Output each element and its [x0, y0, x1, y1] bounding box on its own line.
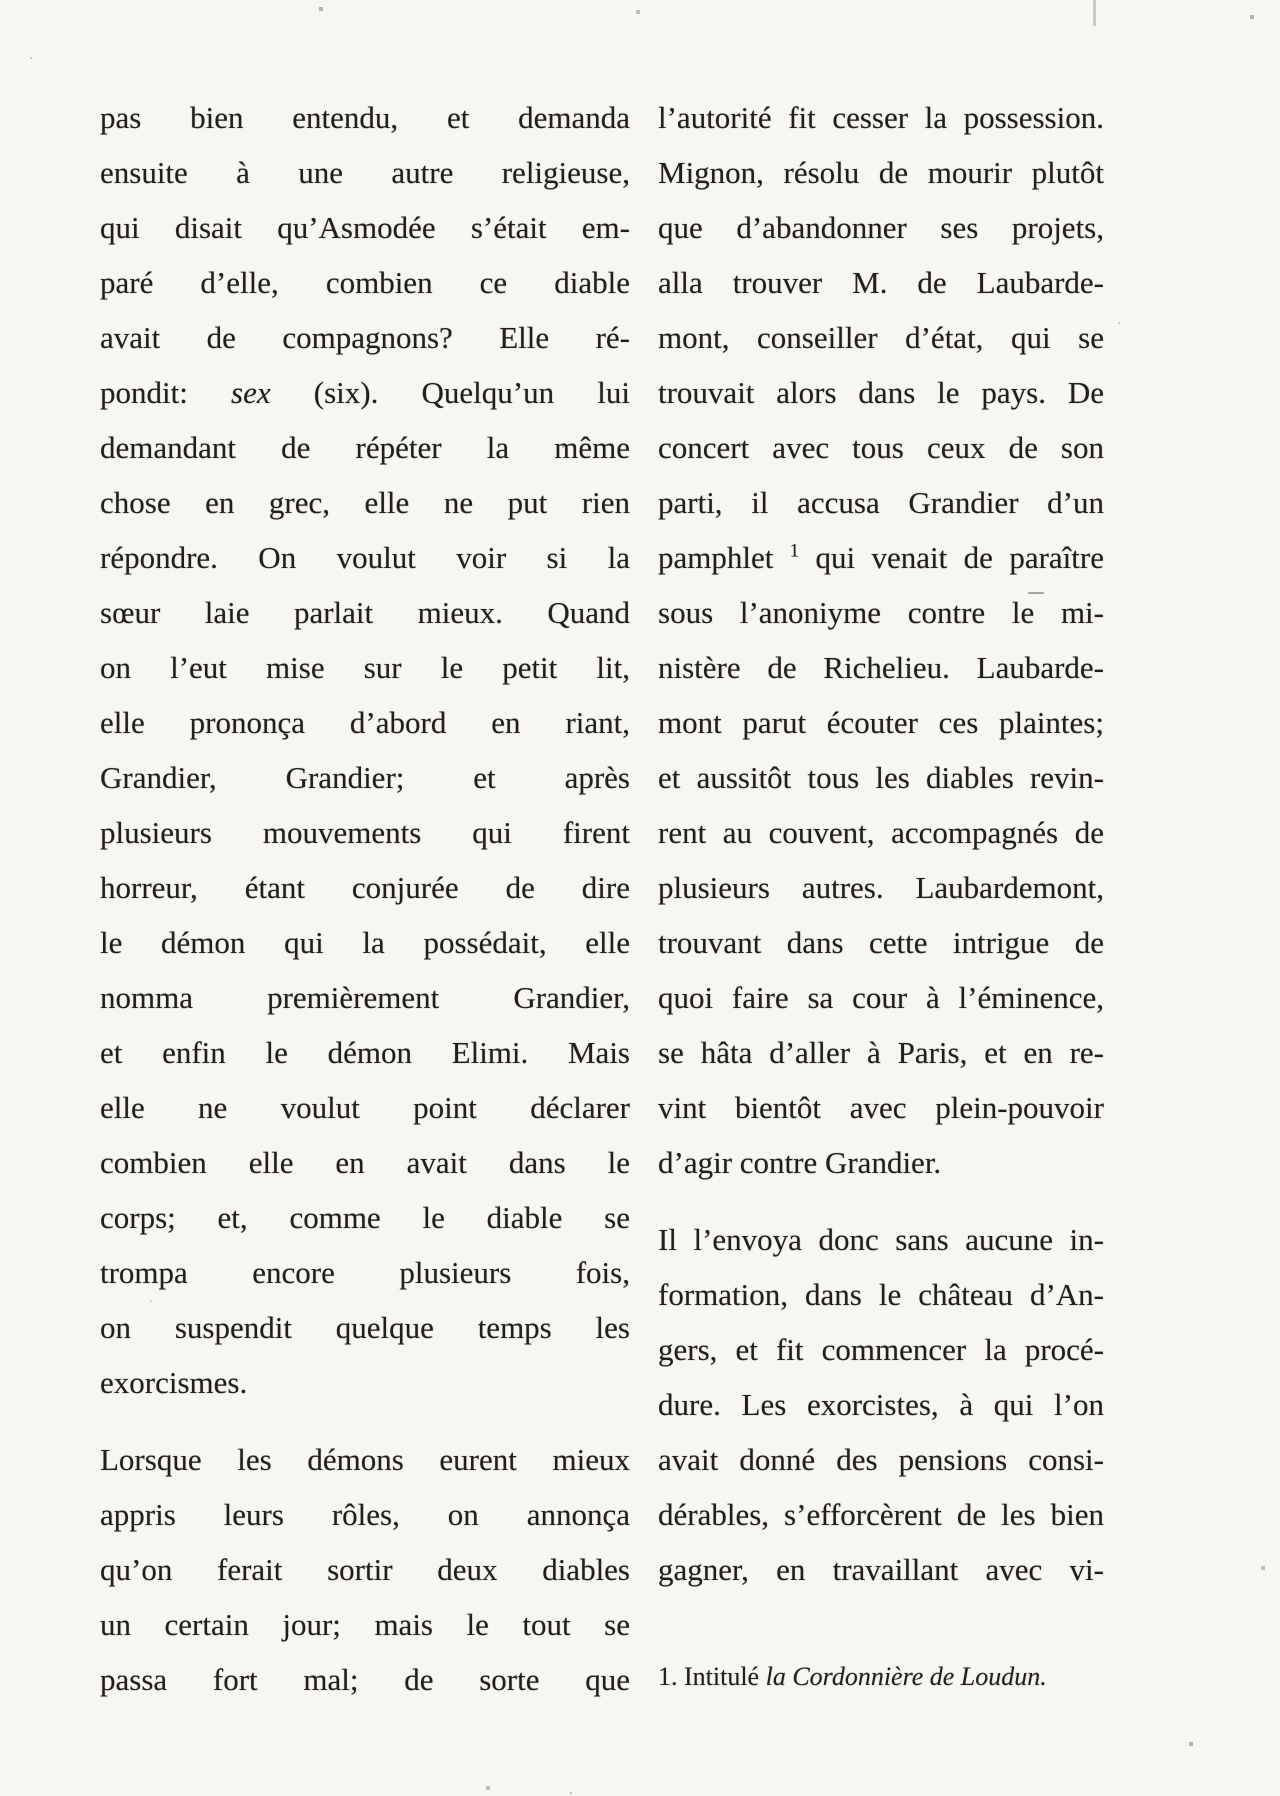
text-line	[658, 530, 1104, 585]
paragraph	[100, 1432, 630, 1707]
text-segment: horreur, étant conjurée de dire	[100, 870, 630, 905]
text-line	[658, 1322, 1104, 1377]
text-line	[100, 860, 630, 915]
text-segment: on suspendit quelque temps les	[100, 1310, 630, 1345]
text-segment: et aussitôt tous les diables revin-	[658, 760, 1104, 795]
text-line	[658, 695, 1104, 750]
text-segment: ensuite à une autre religieuse,	[100, 155, 630, 190]
text-segment: exorcismes.	[100, 1365, 248, 1400]
text-line	[100, 145, 630, 200]
text-segment: quoi faire sa cour à l’éminence,	[658, 980, 1104, 1015]
text-segment: gagner, en travaillant avec vi-	[658, 1552, 1104, 1587]
text-segment: répondre. On voulut voir si la	[100, 540, 630, 575]
text-line	[658, 970, 1104, 1025]
text-segment: rent au couvent, accompagnés de	[658, 815, 1104, 850]
text-line	[658, 200, 1104, 255]
text-line	[100, 585, 630, 640]
text-segment: le démon qui la possédait, elle	[100, 925, 630, 960]
text-line	[658, 1432, 1104, 1487]
text-line	[658, 1267, 1104, 1322]
text-line	[100, 200, 630, 255]
text-segment: mont parut écouter ces plaintes;	[658, 705, 1104, 740]
text-line	[100, 1080, 630, 1135]
text-line	[100, 1135, 630, 1190]
text-segment: pondit:	[100, 375, 232, 410]
text-segment: l’autorité fit cesser la possession.	[658, 100, 1104, 135]
text-segment: que d’abandonner ses projets,	[658, 210, 1104, 245]
text-segment: demandant de répéter la même	[100, 430, 630, 465]
text-line	[658, 805, 1104, 860]
text-line	[658, 310, 1104, 365]
text-line	[658, 1377, 1104, 1432]
text-line	[100, 1025, 630, 1080]
text-line	[100, 1245, 630, 1300]
paragraph	[658, 1212, 1104, 1597]
text-segment: se hâta d’aller à Paris, et en re-	[658, 1035, 1104, 1070]
text-segment: passa fort mal; de sorte que	[100, 1662, 630, 1697]
text-line	[100, 530, 630, 585]
text-line	[658, 860, 1104, 915]
text-segment: parti, il accusa Grandier d’un	[658, 485, 1104, 520]
text-segment: pas bien entendu, et demanda	[100, 100, 630, 135]
paragraph	[100, 90, 630, 1410]
text-line	[658, 365, 1104, 420]
scan-artifact-edge-mark	[1093, 0, 1096, 26]
text-segment: appris leurs rôles, on annonça	[100, 1497, 630, 1532]
text-line	[658, 145, 1104, 200]
text-segment: Lorsque les démons eurent mieux	[100, 1442, 630, 1477]
text-line	[658, 420, 1104, 475]
text-line	[100, 365, 630, 420]
text-segment: et enfin le démon Elimi. Mais	[100, 1035, 630, 1070]
footnote	[658, 1659, 1104, 1695]
text-line	[658, 475, 1104, 530]
text-line	[658, 1487, 1104, 1542]
text-segment: chose en grec, elle ne put rien	[100, 485, 630, 520]
scan-artifact-dash	[1028, 592, 1044, 594]
text-line	[658, 1542, 1104, 1597]
scan-speckles	[0, 0, 2, 2]
text-segment: on l’eut mise sur le petit lit,	[100, 650, 630, 685]
text-line	[100, 695, 630, 750]
text-segment: Il l’envoya donc sans aucune in-	[658, 1222, 1104, 1257]
text-line	[100, 1652, 630, 1707]
text-segment: nomma premièrement Grandier,	[100, 980, 630, 1015]
text-line	[658, 640, 1104, 695]
text-line	[658, 1212, 1104, 1267]
italic-text: sex	[231, 375, 271, 410]
text-segment: plusieurs mouvements qui firent	[100, 815, 630, 850]
text-line	[658, 1025, 1104, 1080]
text-segment: corps; et, comme le diable se	[100, 1200, 630, 1235]
text-segment: vint bientôt avec plein-pouvoir	[658, 1090, 1104, 1125]
text-segment: avait donné des pensions consi-	[658, 1442, 1104, 1477]
text-segment: dérables, s’efforcèrent de les bien	[658, 1497, 1104, 1532]
text-segment: un certain jour; mais le tout se	[100, 1607, 630, 1642]
text-segment: elle ne voulut point déclarer	[100, 1090, 630, 1125]
text-line	[100, 1432, 630, 1487]
text-segment: nistère de Richelieu. Laubarde-	[658, 650, 1104, 685]
column-right	[658, 90, 1104, 1695]
text-segment: plusieurs autres. Laubardemont,	[658, 870, 1104, 905]
text-segment: (six). Quelqu’un lui	[270, 375, 630, 410]
text-segment: trouvait alors dans le pays. De	[658, 375, 1104, 410]
text-line	[100, 1597, 630, 1652]
text-segment: combien elle en avait dans le	[100, 1145, 630, 1180]
text-segment: paré d’elle, combien ce diable	[100, 265, 630, 300]
text-segment: qu’on ferait sortir deux diables	[100, 1552, 630, 1587]
text-segment: Mignon, résolu de mourir plutôt	[658, 155, 1104, 190]
text-segment: 1. Intitulé	[658, 1662, 766, 1691]
text-line	[100, 90, 630, 145]
text-segment: alla trouver M. de Laubarde-	[658, 265, 1104, 300]
text-line	[100, 1487, 630, 1542]
text-segment: avait de compagnons? Elle ré-	[100, 320, 630, 355]
text-segment: gers, et fit commencer la procé-	[658, 1332, 1104, 1367]
text-line	[100, 970, 630, 1025]
text-line	[100, 310, 630, 365]
italic-text: la Cordonnière de Loudun.	[765, 1662, 1047, 1691]
text-segment: pamphlet	[658, 540, 790, 575]
text-line	[100, 420, 630, 475]
text-segment: elle prononça d’abord en riant,	[100, 705, 630, 740]
text-line	[100, 915, 630, 970]
text-line	[100, 805, 630, 860]
text-line	[658, 750, 1104, 805]
text-segment: concert avec tous ceux de son	[658, 430, 1104, 465]
text-line	[100, 1355, 630, 1410]
text-segment: sous l’anoniyme contre le mi-	[658, 595, 1104, 630]
text-segment: sœur laie parlait mieux. Quand	[100, 595, 630, 630]
text-line	[658, 1135, 1104, 1190]
text-segment: mont, conseiller d’état, qui se	[658, 320, 1104, 355]
text-line	[658, 1080, 1104, 1135]
text-segment: Grandier, Grandier; et après	[100, 760, 630, 795]
text-line	[100, 1300, 630, 1355]
column-left	[100, 90, 630, 1707]
text-line	[658, 90, 1104, 145]
text-line	[100, 1190, 630, 1245]
text-line	[658, 915, 1104, 970]
text-segment: dure. Les exorcistes, à qui l’on	[658, 1387, 1104, 1422]
text-segment: qui venait de paraître	[799, 540, 1104, 575]
text-line	[100, 475, 630, 530]
paragraph	[658, 90, 1104, 1190]
text-segment: formation, dans le château d’An-	[658, 1277, 1104, 1312]
text-line	[100, 750, 630, 805]
footnote-marker: 1	[789, 540, 800, 562]
text-segment: qui disait qu’Asmodée s’était em-	[100, 210, 630, 245]
text-segment: trouvant dans cette intrigue de	[658, 925, 1104, 960]
text-line	[100, 1542, 630, 1597]
text-segment: trompa encore plusieurs fois,	[100, 1255, 630, 1290]
text-line	[100, 640, 630, 695]
text-segment: d’agir contre Grandier.	[658, 1145, 942, 1180]
text-line	[100, 255, 630, 310]
text-line	[658, 255, 1104, 310]
